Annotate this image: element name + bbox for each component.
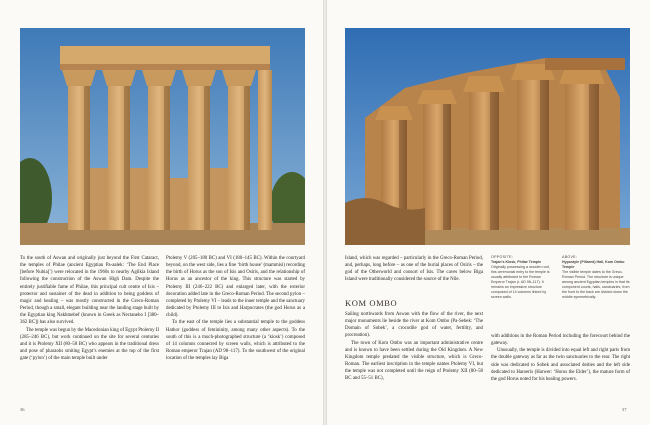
caption-title: Hypostyle (Pillared) Hall, Kom Ombo Temple xyxy=(562,260,625,269)
kom-ombo-illustration xyxy=(345,28,630,245)
page-number-left: 36 xyxy=(20,407,25,412)
paragraph: Unusually, the temple is divided into equal left and right parts from the double gateway as far as the twin sanctuaries to the rear. The right side was dedicated to Sobek and associated deities and the left side dedicated to Haroeris (Harwer: ‘Horus the Elder’), the mature form of the god Horus noted for his healing powers. xyxy=(491,348,630,382)
right-column-2 xyxy=(491,333,630,383)
photo-trajans-kiosk xyxy=(20,28,305,245)
photo-kom-ombo xyxy=(345,28,630,245)
paragraph: Ptolemy V (205–180 BC) and VI (180–145 BC). Within the courtyard beyond, on the west side, lies a fine ‘birth house’ (mammisi) recording the birth of Horus as the son of Isis and Osiris, and the relationship of Horus as an ancestor of the king. This structure was started by Ptolemy III (246–222 BC) and enlarged later, with the exterior decoration added late in the Greco-Roman Period. The second pylon – completed by Ptolemy VI – leads to the inner temple and the sanctuary dedicated by Ptolemy III to Isis and Harpocrates (the god Horus as a child). xyxy=(166,256,305,319)
caption-text: Originally possessing a wooden roof, this ceremonial entry to the temple is usually attributed to the Roman Emperor Trajan (r. AD 98–117). It remains an impressive structure composed of 14 columns linked by screen walls. xyxy=(491,265,550,299)
paragraph: Island, which was regarded – particularly in the Greco-Roman Period, and, perhaps, long before – as one of the burial places of Osiris – the god of the Otherworld and consort of Isis. The caves below Biga Island were traditionally considered the source of the Nile. xyxy=(345,256,483,283)
paragraph: The town of Kom Ombo was an important administrative centre and is known to have been settled during the Old Kingdom. A New Kingdom temple predated the visible structure, which is Greco-Roman. The earliest inscription in the temple names Ptolemy VI, but the temple was not completed until the reign of Ptolemy XII (80–58 BC and 55–51 BC), xyxy=(345,340,483,382)
caption-above xyxy=(562,255,630,300)
paragraph: Sailing northwards from Aswan with the flow of the river, the next major monuments lie beside the river at Kom Ombo (Pa-Sebek: ‘The Domain of Sobek’, a crocodile god of water, fertility, and procreation). xyxy=(345,312,483,339)
caption-direction: OPPOSITE: xyxy=(491,255,514,259)
kiosk-illustration xyxy=(20,28,305,245)
right-column-1-top xyxy=(345,255,483,284)
paragraph: with additions in the Roman Period including the forecourt behind the gateway. xyxy=(491,334,630,347)
right-column-1-bottom xyxy=(345,311,483,383)
left-column-2 xyxy=(166,255,305,362)
caption-direction: ABOVE: xyxy=(562,255,578,259)
caption-title: Trajan's Kiosk, Philae Temple xyxy=(491,260,542,264)
caption-opposite xyxy=(491,255,553,300)
book-spine xyxy=(323,0,327,425)
paragraph: The temple was begun by the Macedonian king of Egypt Ptolemy II (285–246 BC), but work continued on the site for several centuries and it is Ptolemy XII (80–58 BC) who appears in the traditional dress and pose of pharaohs smiting Egypt’s enemies at the top of the first gate (‘pylon’) of the main temple built under xyxy=(20,327,159,362)
left-column-1 xyxy=(20,255,159,362)
page-number-right: 37 xyxy=(622,407,627,412)
paragraph: To the south of Aswan and originally just beyond the First Cataract, the temples of Philae (ancient Egyptian Pa-aalek: ‘The End Place [before Nubia]’) were relocated in the 1960s to nearby Agilkia Island following the construction of the Aswan High Dam. Despite the entirely justifiable fame of Philae, this principal cult centre of Isis – protector and sustainer of the dead in addition to being goddess of magic and healing – was mostly constructed in the Greco-Roman Period, though a small, elegant building near the landing stage built by the Egyptian king Nakhtnebef (known in Greek as Nectanebo I [380–362 BC]) has also survived. xyxy=(20,256,159,326)
section-heading-kom-ombo: KOM OMBO xyxy=(345,298,398,308)
paragraph: To the east of the temple lies a substantial temple to the goddess Hathor (goddess of femininity, among many other aspects). To the south of this is a much-photographed structure (a ‘kiosk’) composed of 14 columns connected by screen walls, which is attributed to the Roman emperor Trajan (AD 98–117). To the southwest of the original location of the temples lay Biga xyxy=(166,320,305,362)
caption-text: The visible temple dates to the Greco-Roman Period. The structure is unique among ancient Egyptian temples in that its component courts, halls, sanctuaries, from the front to the back are divided down the middle symmetrically. xyxy=(562,270,630,299)
